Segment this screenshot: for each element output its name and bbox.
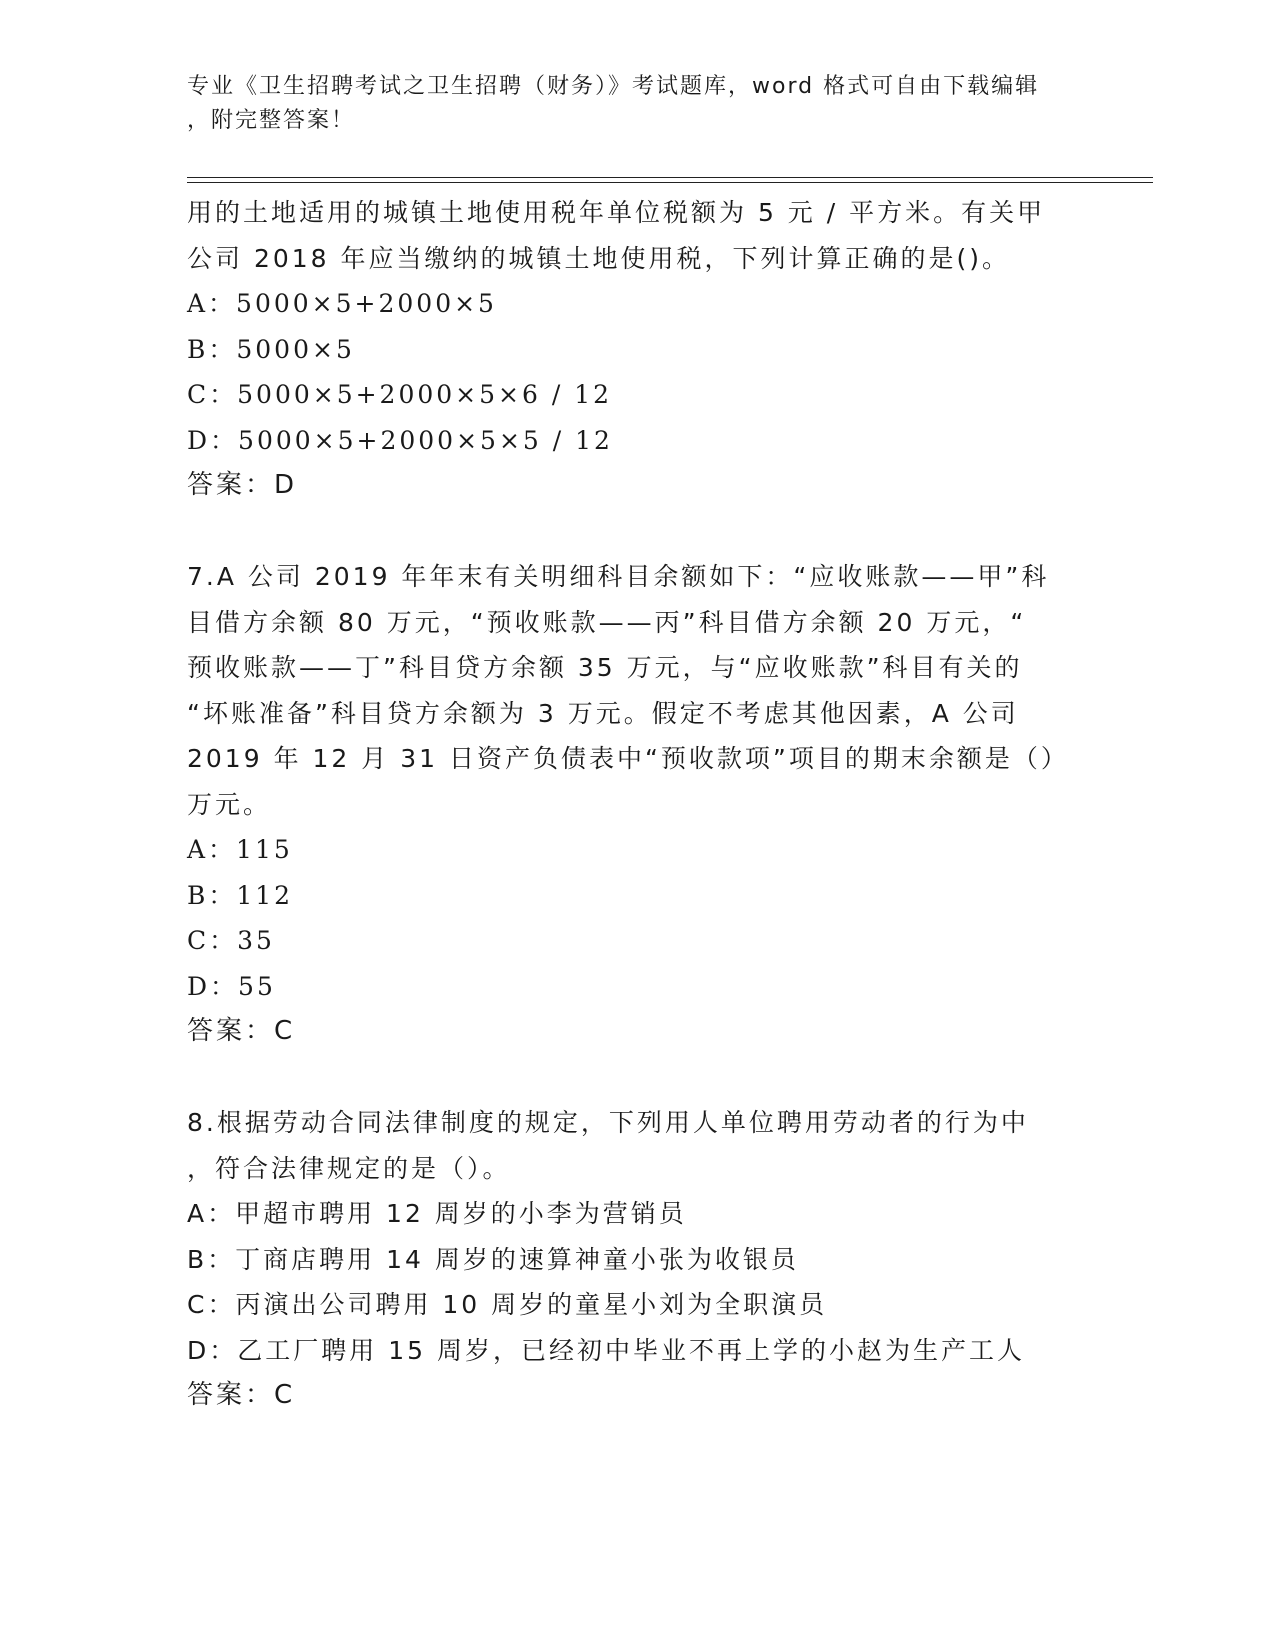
document-header [187,70,1087,138]
option-a: A：115 [187,835,293,864]
option-a: A：甲超市聘用 12 周岁的小李为营销员 [187,1199,687,1228]
option-c: C：5000×5+2000×5×6 / 12 [187,380,613,409]
question-text-line: 7.A 公司 2019 年年末有关明细科目余额如下：“应收账款——甲”科 [187,562,1050,591]
question-text-line: “坏账准备”科目贷方余额为 3 万元。假定不考虑其他因素，A 公司 [187,698,1019,728]
answer: 答案：C [187,1016,296,1046]
header-divider-bottom [187,182,1153,183]
spacer [187,1055,1087,1101]
question-text-line: 用的土地适用的城镇土地使用税年单位税额为 5 元 / 平方米。有关甲 [187,198,1046,227]
option-c: C：35 [187,926,275,955]
option-d: D：乙工厂聘用 15 周岁，已经初中毕业不再上学的小赵为生产工人 [187,1335,1025,1365]
question-8 [187,1100,1087,1419]
option-c: C：丙演出公司聘用 10 周岁的童星小刘为全职演员 [187,1290,828,1319]
question-text-line: 2019 年 12 月 31 日资产负债表中“预收款项”项目的期末余额是（） [187,744,1069,773]
question-content [187,190,1087,1419]
header-line-2: ，附完整答案！ [187,108,356,133]
option-a: A：5000×5+2000×5 [187,289,497,318]
option-d: D：5000×5+2000×5×5 / 12 [187,425,613,455]
answer: 答案：C [187,1380,296,1410]
option-b: B：丁商店聘用 14 周岁的速算神童小张为收银员 [187,1244,799,1274]
question-text-line: 公司 2018 年应当缴纳的城镇土地使用税，下列计算正确的是()。 [187,243,1011,273]
question-6 [187,190,1087,509]
spacer [187,509,1087,555]
option-d: D：55 [187,971,276,1001]
question-7 [187,554,1087,1055]
question-text-line: 万元。 [187,789,272,819]
header-line-1: 专业《卫生招聘考试之卫生招聘（财务）》考试题库，word 格式可自由下载编辑 [187,74,1040,99]
option-b: B：112 [187,880,294,910]
option-b: B：5000×5 [187,334,355,364]
answer: 答案：D [187,470,298,500]
question-text-line: ，符合法律规定的是（）。 [187,1153,511,1183]
header-divider-top [187,177,1153,178]
question-text-line: 目借方余额 80 万元，“预收账款——丙”科目借方余额 20 万元，“ [187,607,1027,637]
question-text-line: 8.根据劳动合同法律制度的规定，下列用人单位聘用劳动者的行为中 [187,1108,1029,1137]
question-text-line: 预收账款——丁”科目贷方余额 35 万元，与“应收账款”科目有关的 [187,653,1023,682]
